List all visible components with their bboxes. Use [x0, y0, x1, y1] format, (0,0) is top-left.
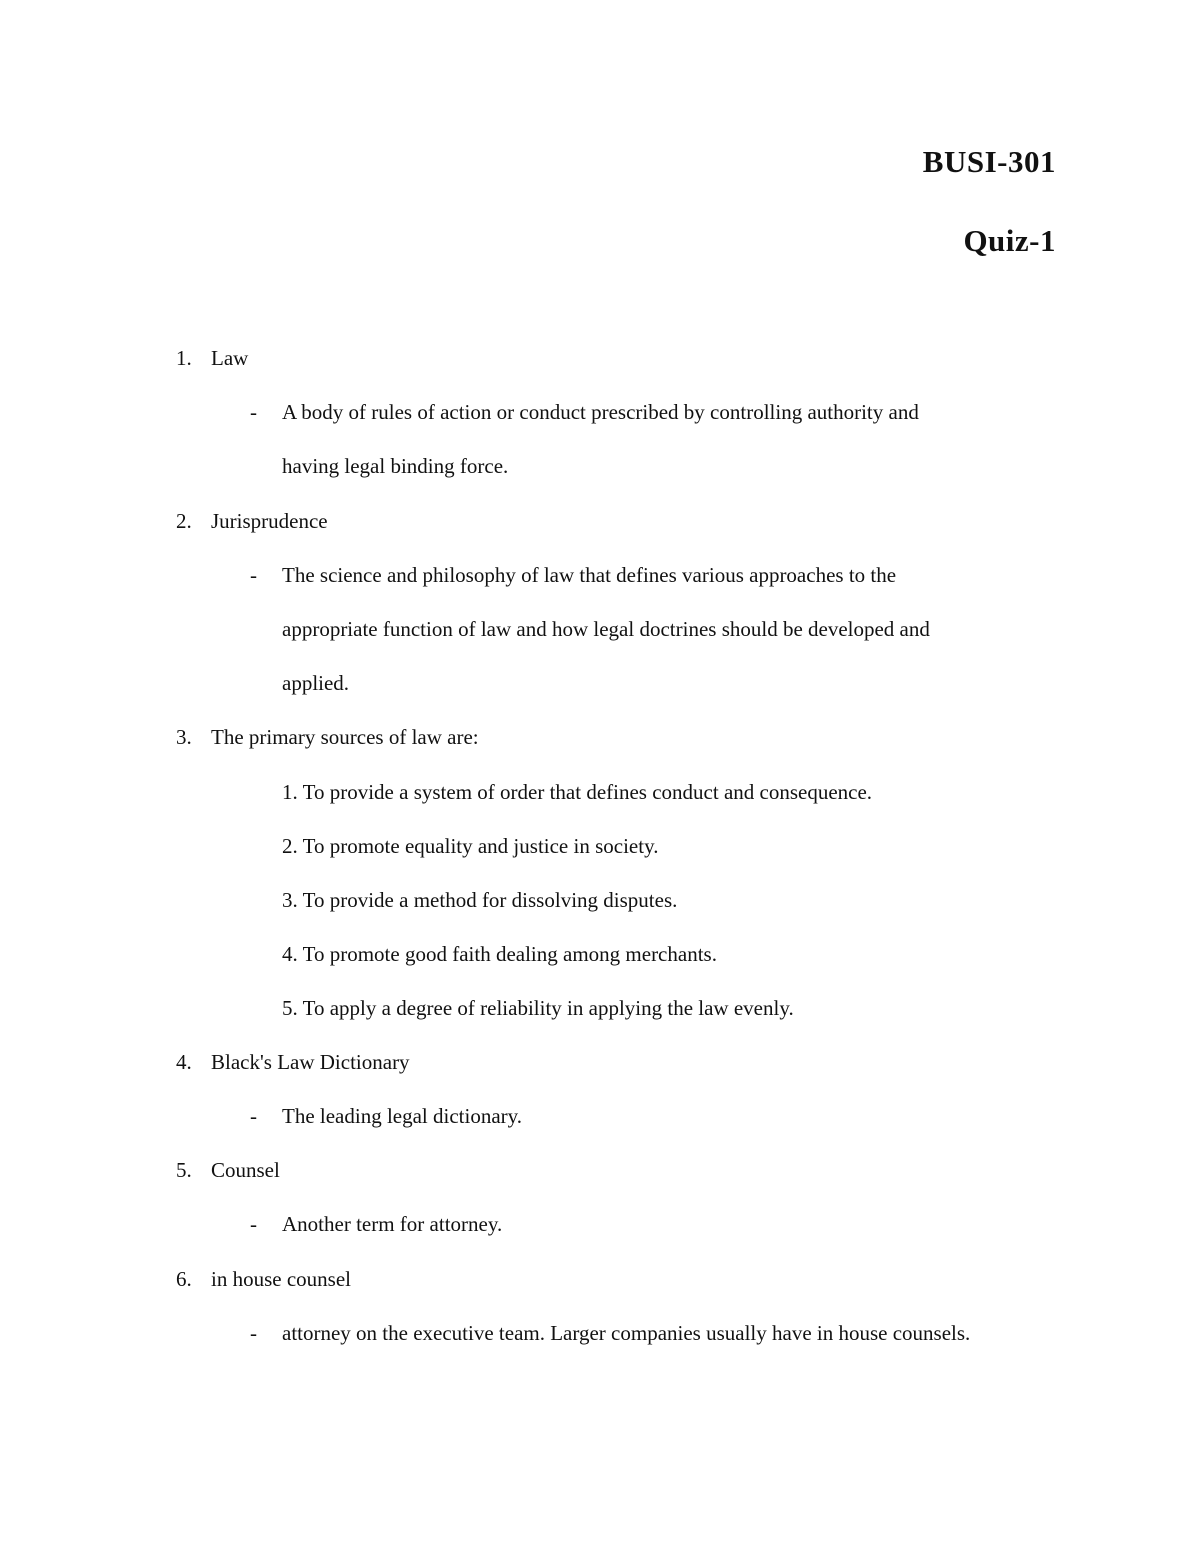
- item-number: 6.: [176, 1267, 192, 1291]
- sub-list-item: 2. To promote equality and justice in society.: [282, 834, 659, 858]
- item-number: 5.: [176, 1158, 192, 1182]
- item-number: 3.: [176, 725, 192, 749]
- definition-line: appropriate function of law and how legal doctrines should be developed and: [282, 617, 930, 641]
- item-term: The primary sources of law are:: [211, 725, 479, 749]
- sub-list-item: 1. To provide a system of order that defines conduct and consequence.: [282, 780, 873, 804]
- item-number: 2.: [176, 509, 192, 533]
- definition-dash: -: [250, 1321, 257, 1345]
- definition-dash: -: [250, 400, 257, 424]
- item-term: Jurisprudence: [211, 509, 328, 533]
- item-number: 4.: [176, 1050, 192, 1074]
- definition-line: attorney on the executive team. Larger companies usually have in house counsels.: [282, 1321, 971, 1345]
- definition-line: A body of rules of action or conduct prescribed by controlling authority and: [282, 400, 919, 424]
- definition-line: having legal binding force.: [282, 454, 509, 478]
- item-number: 1.: [176, 346, 192, 370]
- definition-line: applied.: [282, 671, 350, 695]
- definition-dash: -: [250, 1212, 257, 1236]
- item-term: Counsel: [211, 1158, 280, 1182]
- sub-list-item: 3. To provide a method for dissolving disputes.: [282, 888, 678, 912]
- course-title: BUSI-301: [922, 144, 1056, 179]
- item-term: Black's Law Dictionary: [211, 1050, 410, 1074]
- sub-list-item: 4. To promote good faith dealing among merchants.: [282, 942, 717, 966]
- sub-list-item: 5. To apply a degree of reliability in applying the law evenly.: [282, 996, 794, 1020]
- item-term: Law: [211, 346, 249, 370]
- item-term: in house counsel: [211, 1267, 351, 1291]
- definition-line: Another term for attorney.: [282, 1212, 503, 1236]
- definition-dash: -: [250, 1104, 257, 1128]
- definition-line: The leading legal dictionary.: [282, 1104, 523, 1128]
- quiz-title: Quiz-1: [963, 223, 1056, 258]
- definition-line: The science and philosophy of law that defines various approaches to the: [282, 563, 897, 587]
- definition-dash: -: [250, 563, 257, 587]
